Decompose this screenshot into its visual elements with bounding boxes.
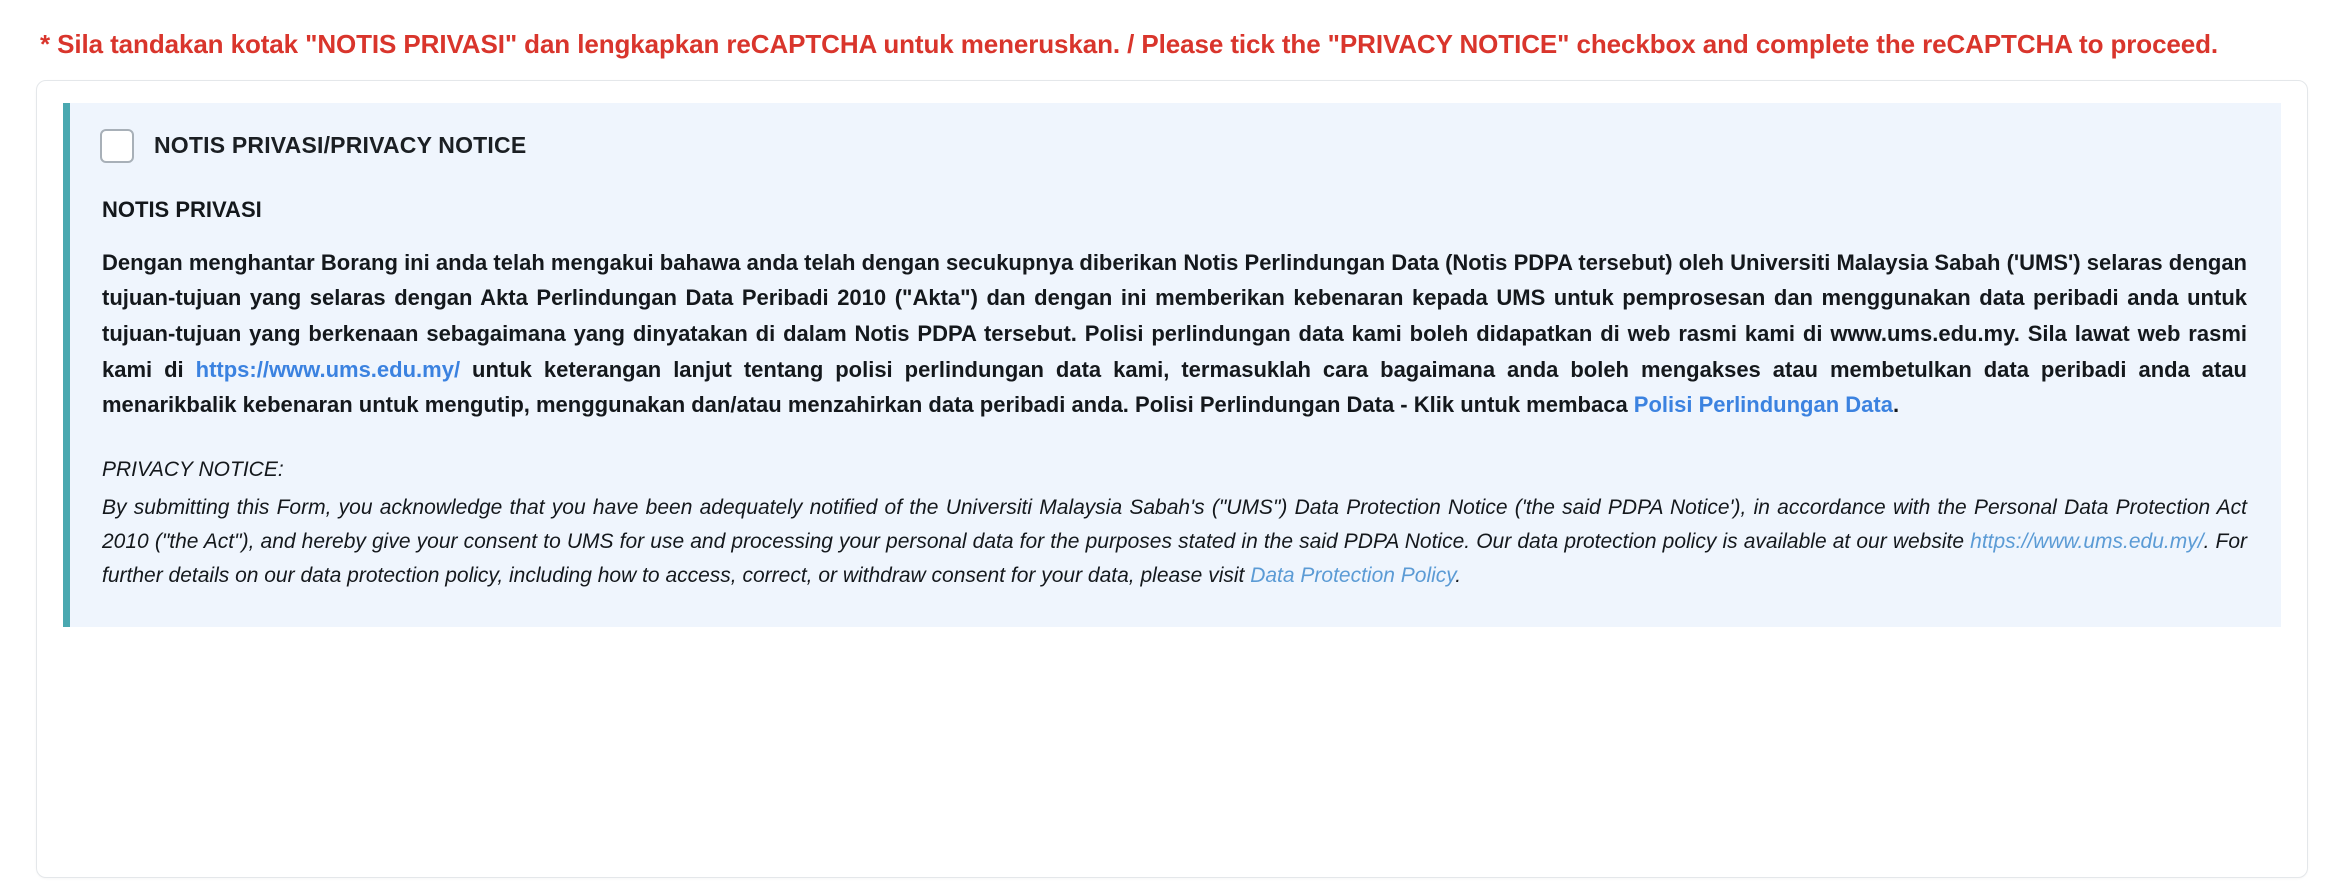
notice-card <box>36 80 2308 878</box>
privacy-notice-content <box>70 103 2281 627</box>
privacy-notice-checkbox[interactable] <box>100 129 134 163</box>
privacy-notice-checkbox-label: NOTIS PRIVASI/PRIVACY NOTICE <box>154 132 527 159</box>
ums-website-link-en[interactable]: https://www.ums.edu.my/ <box>1970 529 2204 553</box>
en-text-part-3: . <box>1455 563 1462 587</box>
bm-text-part-1: Dengan menghantar Borang ini anda telah mengakui bahawa anda telah dengan secukupnya diberikan Notis Perlindungan Data (Notis PDPA tersebut) oleh Universiti Malaysia Sabah ('UMS') selaras dengan tujuan-tujuan yang selaras dengan Akta Perlindungan Data Peribadi 2010 ("Akta") dan dengan ini memberikan kebenaran kepada UMS untuk pemprosesan dan menggunakan data peribadi anda untuk tujuan-tujuan yang berkenaan sebagaimana yang dinyatakan di dalam Notis PDPA tersebut. Polisi perlindungan data kami boleh didapatkan di web rasmi kami di www.ums.edu.my. Sila lawat web rasmi kami di <box>102 249 2247 382</box>
bm-text-part-2: untuk keterangan lanjut tentang polisi perlindungan data kami, termasuklah cara bagaimana anda boleh mengakses atau membetulkan data peribadi anda atau menarikbalik kebenaran untuk mengutip, menggunakan dan/atau menzahirkan data peribadi anda. Polisi Perlindungan Data - Klik untuk membaca <box>102 356 2247 418</box>
validation-error-message: * Sila tandakan kotak "NOTIS PRIVASI" dan lengkapkan reCAPTCHA untuk meneruskan. / Please tick the "PRIVACY NOTICE" checkbox and complete the reCAPTCHA to proceed. <box>40 29 2219 59</box>
ums-website-link-bm[interactable]: https://www.ums.edu.my/ <box>195 356 461 382</box>
data-protection-policy-link-en[interactable]: Data Protection Policy <box>1250 563 1456 587</box>
bm-text-part-3: . <box>1892 392 1900 418</box>
notis-privasi-heading: NOTIS PRIVASI <box>102 196 262 222</box>
data-protection-policy-link-bm[interactable]: Polisi Perlindungan Data <box>1633 392 1893 418</box>
privacy-notice-heading-en: PRIVACY NOTICE: <box>102 457 284 481</box>
en-text-part-1: By submitting this Form, you acknowledge that you have been adequately notified of the Universiti Malaysia Sabah's ("UMS") Data Protection Notice ('the said PDPA Notice'), in accordance with the Personal Data Protection Act 2010 ("the Act"), and hereby give your consent to UMS for use and processing your personal data for the purposes stated in the said PDPA Notice. Our data protection policy is available at our website <box>102 495 2247 553</box>
privacy-notice-paragraph-en <box>102 491 2247 593</box>
privacy-notice-checkbox-row[interactable] <box>100 129 2247 163</box>
notis-privasi-paragraph-bm <box>102 245 2247 423</box>
privacy-notice-block <box>63 103 2281 627</box>
en-text-part-2: . For further details on our data protection policy, including how to access, correct, or withdraw consent for your data, please visit <box>102 529 2248 587</box>
